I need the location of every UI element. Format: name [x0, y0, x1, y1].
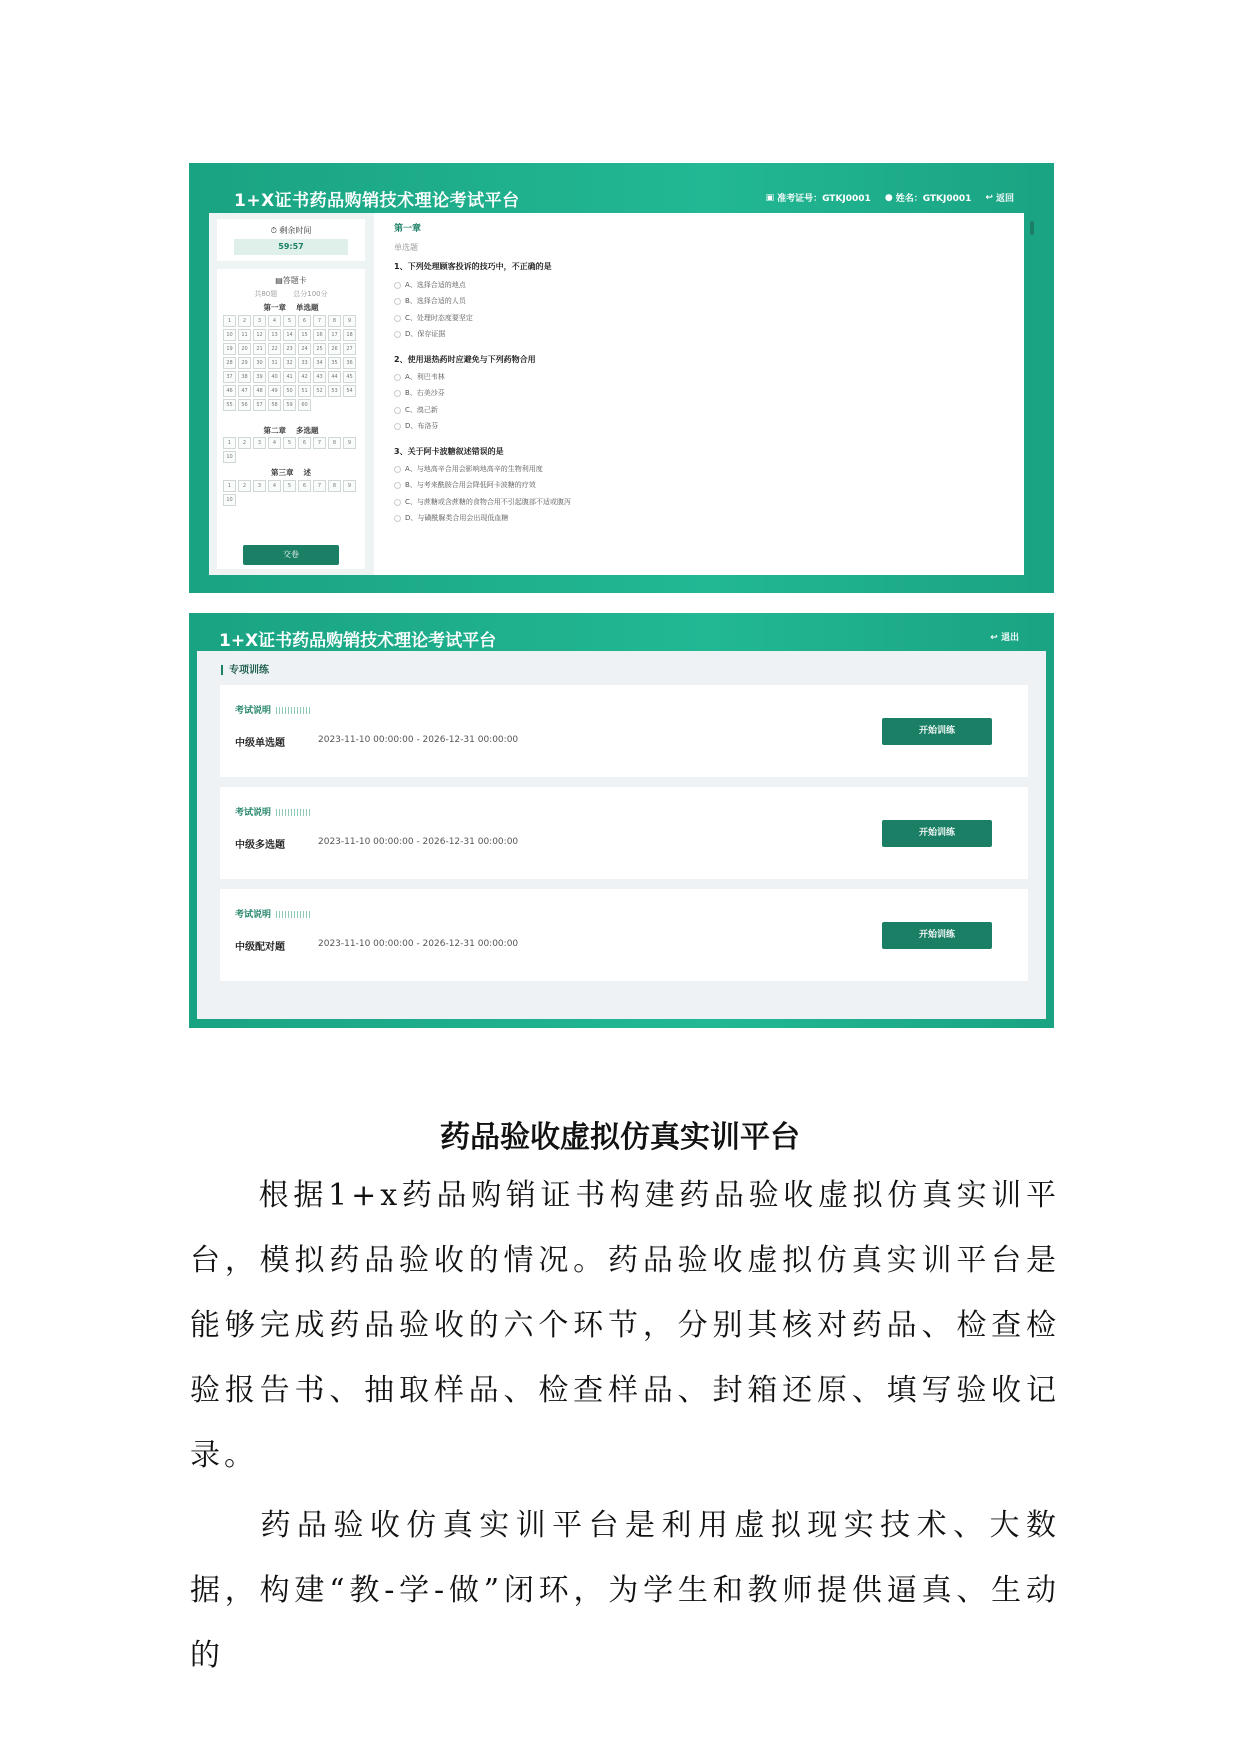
- question-number-cell[interactable]: 29: [238, 357, 251, 369]
- question-number-cell[interactable]: 7: [313, 437, 326, 449]
- section-bar-icon: [221, 665, 223, 675]
- radio-icon: [394, 423, 401, 430]
- timer-label: ⏱ 剩余时间: [270, 226, 312, 235]
- question-number-cell[interactable]: 16: [313, 329, 326, 341]
- question-number-cell[interactable]: 43: [313, 371, 326, 383]
- question-number-cell[interactable]: 8: [328, 437, 341, 449]
- exam-name: 中级单选题: [235, 738, 285, 749]
- exam-time: 2023-11-10 00:00:00 - 2026-12-31 00:00:00: [318, 939, 519, 949]
- option-1a[interactable]: A、选择合适的地点: [394, 280, 466, 290]
- question-number-cell[interactable]: 8: [328, 315, 341, 327]
- option-2c[interactable]: C、溴己新: [394, 405, 438, 415]
- question-1: 1、下列处理顾客投诉的技巧中，不正确的是: [394, 262, 552, 271]
- question-number-cell[interactable]: 25: [313, 343, 326, 355]
- question-number-cell[interactable]: 57: [253, 399, 266, 411]
- start-training-button[interactable]: 开始训练: [882, 820, 992, 847]
- question-number-cell[interactable]: 56: [238, 399, 251, 411]
- question-number-cell[interactable]: 50: [283, 385, 296, 397]
- radio-icon: [394, 407, 401, 414]
- question-number-cell[interactable]: 59: [283, 399, 296, 411]
- question-number-cell[interactable]: 11: [238, 329, 251, 341]
- question-number-cell[interactable]: 2: [238, 315, 251, 327]
- answer-card-title: ▤答题卡: [275, 276, 307, 285]
- dots-icon: [276, 707, 310, 714]
- question-number-cell[interactable]: 6: [298, 315, 311, 327]
- question-number-cell[interactable]: 42: [298, 371, 311, 383]
- question-number-cell[interactable]: 7: [313, 315, 326, 327]
- paragraph-1: [190, 1163, 1060, 1488]
- timer-box: [217, 219, 365, 261]
- question-number-cell[interactable]: 2: [238, 480, 251, 492]
- scrollbar[interactable]: [1030, 221, 1034, 235]
- total-score: 总分100分: [293, 290, 328, 298]
- name-label: 姓名：GTKJ0001: [895, 194, 972, 204]
- question-number-cell[interactable]: 22: [268, 343, 281, 355]
- section-heading: 专项训练: [221, 661, 269, 676]
- question-number-cell[interactable]: 28: [223, 357, 236, 369]
- question-number-cell[interactable]: 45: [343, 371, 356, 383]
- question-number-cell[interactable]: 9: [343, 480, 356, 492]
- question-number-cell[interactable]: 9: [343, 315, 356, 327]
- question-number-cell[interactable]: 52: [313, 385, 326, 397]
- document-title: 药品验收虚拟仿真实训平台: [440, 1120, 800, 1155]
- chapter-title: 第一章: [394, 224, 422, 234]
- question-number-cell[interactable]: 14: [283, 329, 296, 341]
- question-type: 单选题: [394, 243, 418, 252]
- question-number-cell[interactable]: 23: [283, 343, 296, 355]
- exam-card: [220, 889, 1028, 981]
- exam-panel: [209, 213, 1024, 575]
- exam-note[interactable]: 考试说明: [235, 805, 310, 818]
- exam-time: 2023-11-10 00:00:00 - 2026-12-31 00:00:00: [318, 837, 519, 847]
- id-card-icon: ▣: [765, 192, 775, 203]
- question-number-cell[interactable]: 9: [343, 437, 356, 449]
- answer-grid-3: [223, 480, 356, 506]
- exam-card: [220, 787, 1028, 879]
- question-number-cell[interactable]: 10: [223, 451, 236, 463]
- ticket-label: 准考证号：GTKJ0001: [777, 194, 871, 204]
- exam-platform-screenshot: [189, 163, 1054, 593]
- question-number-cell[interactable]: 26: [328, 343, 341, 355]
- paragraph-2: [190, 1493, 1060, 1688]
- exam-card: [220, 685, 1028, 777]
- option-3c[interactable]: C、与蔗糖或含蔗糖的食物合用不引起腹部不适或腹泻: [394, 497, 571, 507]
- question-number-cell[interactable]: 4: [268, 315, 281, 327]
- question-number-cell[interactable]: 55: [223, 399, 236, 411]
- question-number-cell[interactable]: 38: [238, 371, 251, 383]
- option-1d[interactable]: D、保存证据: [394, 329, 445, 339]
- exam-name: 中级配对题: [235, 942, 285, 953]
- option-1c[interactable]: C、处理时态度要坚定: [394, 313, 473, 323]
- question-number-cell[interactable]: 4: [268, 437, 281, 449]
- radio-icon: [394, 499, 401, 506]
- question-number-cell[interactable]: 15: [298, 329, 311, 341]
- training-platform-screenshot: [189, 613, 1054, 1028]
- question-number-cell[interactable]: 33: [298, 357, 311, 369]
- dots-icon: [276, 911, 310, 918]
- radio-icon: [394, 466, 401, 473]
- section-1-title: 第一章 单选题: [263, 303, 319, 312]
- exam-name: 中级多选题: [235, 840, 285, 851]
- question-number-cell[interactable]: 20: [238, 343, 251, 355]
- ticket-info: [766, 191, 871, 204]
- question-number-cell[interactable]: 24: [298, 343, 311, 355]
- question-number-cell[interactable]: 8: [328, 480, 341, 492]
- question-number-cell[interactable]: 60: [298, 399, 311, 411]
- exam-note[interactable]: 考试说明: [235, 907, 310, 920]
- name-info: [885, 191, 972, 204]
- radio-icon: [394, 482, 401, 489]
- question-number-cell[interactable]: 1: [223, 437, 236, 449]
- option-1b[interactable]: B、选择合适的人员: [394, 296, 466, 306]
- exam-sidebar: [209, 213, 374, 575]
- clock-icon: ⏱: [270, 226, 277, 235]
- option-2b[interactable]: B、右美沙芬: [394, 388, 445, 398]
- question-2: 2、使用退热药时应避免与下列药物合用: [394, 355, 536, 364]
- radio-icon: [394, 331, 401, 338]
- question-number-cell[interactable]: 31: [268, 357, 281, 369]
- user-icon: ●: [884, 192, 893, 203]
- question-number-cell[interactable]: 7: [313, 480, 326, 492]
- dots-icon: [276, 809, 310, 816]
- header-info: [766, 191, 1014, 204]
- back-button[interactable]: [985, 191, 1014, 204]
- question-number-cell[interactable]: 30: [253, 357, 266, 369]
- answer-card: [217, 269, 365, 569]
- question-number-cell[interactable]: 5: [283, 480, 296, 492]
- exit-button[interactable]: ↩ 退出: [990, 633, 1019, 643]
- question-area: [389, 213, 1009, 575]
- question-number-cell[interactable]: 10: [223, 329, 236, 341]
- start-training-button[interactable]: 开始训练: [882, 718, 992, 745]
- question-number-cell[interactable]: 58: [268, 399, 281, 411]
- back-arrow-icon: ↩: [985, 192, 993, 203]
- radio-icon: [394, 298, 401, 305]
- question-number-cell[interactable]: 10: [223, 494, 236, 506]
- exit-arrow-icon: ↩: [990, 633, 998, 643]
- question-number-cell[interactable]: 12: [253, 329, 266, 341]
- question-number-cell[interactable]: 34: [313, 357, 326, 369]
- exam-header: [209, 177, 1024, 213]
- paragraph-2-text: 药品验收仿真实训平台是利用虚拟现实技术、大数据，构建“教-学-做”闭环，为学生和教师提供逼真、生动的: [190, 1508, 1060, 1673]
- question-number-cell[interactable]: 49: [268, 385, 281, 397]
- question-number-cell[interactable]: 5: [283, 315, 296, 327]
- radio-icon: [394, 515, 401, 522]
- question-number-cell[interactable]: 41: [283, 371, 296, 383]
- question-number-cell[interactable]: 46: [223, 385, 236, 397]
- option-3b[interactable]: B、与考来酰胺合用会降低阿卡波糖的疗效: [394, 480, 536, 490]
- question-number-cell[interactable]: 47: [238, 385, 251, 397]
- question-number-cell[interactable]: 51: [298, 385, 311, 397]
- question-number-cell[interactable]: 1: [223, 315, 236, 327]
- back-label: 返回: [995, 194, 1014, 204]
- paragraph-1-text: 根据1+x药品购销证书构建药品验收虚拟仿真实训平台，模拟药品验收的情况。药品验收虚拟仿真实训平台是能够完成药品验收的六个环节，分别其核对药品、检查检验报告书、抽取样品、检查样品、封箱还原、填写验收记录。: [190, 1178, 1060, 1473]
- answer-card-meta: [217, 289, 365, 299]
- radio-icon: [394, 282, 401, 289]
- question-number-cell[interactable]: 44: [328, 371, 341, 383]
- question-number-cell[interactable]: 3: [253, 480, 266, 492]
- question-number-cell[interactable]: 53: [328, 385, 341, 397]
- exam-time: 2023-11-10 00:00:00 - 2026-12-31 00:00:00: [318, 735, 519, 745]
- question-3: 3、关于阿卡波糖叙述错误的是: [394, 447, 504, 456]
- question-number-cell[interactable]: 21: [253, 343, 266, 355]
- question-number-cell[interactable]: 4: [268, 480, 281, 492]
- radio-icon: [394, 374, 401, 381]
- question-number-cell[interactable]: 37: [223, 371, 236, 383]
- timer-value: 59:57: [234, 239, 348, 255]
- question-number-cell[interactable]: 2: [238, 437, 251, 449]
- option-3a[interactable]: A、与地高辛合用会影响地高辛的生物利用度: [394, 464, 543, 474]
- option-3d[interactable]: D、与磺酰脲类合用会出现低血糖: [394, 513, 508, 523]
- answer-grid-2: [223, 437, 356, 463]
- option-2a[interactable]: A、利巴韦林: [394, 372, 445, 382]
- section-3-title: 第三章 述: [271, 468, 311, 477]
- card-icon: ▤: [275, 276, 283, 285]
- question-number-cell[interactable]: 54: [343, 385, 356, 397]
- question-number-cell[interactable]: 6: [298, 480, 311, 492]
- app-title: 1+X证书药品购销技术理论考试平台: [219, 631, 497, 651]
- start-training-button[interactable]: 开始训练: [882, 922, 992, 949]
- submit-button[interactable]: 交卷: [243, 545, 339, 565]
- question-number-cell[interactable]: 35: [328, 357, 341, 369]
- section-2-title: 第二章 多选题: [263, 426, 319, 435]
- question-number-cell[interactable]: 13: [268, 329, 281, 341]
- question-number-cell[interactable]: 5: [283, 437, 296, 449]
- training-panel: [197, 651, 1046, 1019]
- total-count: 共80题: [254, 290, 278, 298]
- question-number-cell[interactable]: 40: [268, 371, 281, 383]
- question-number-cell[interactable]: 3: [253, 437, 266, 449]
- question-number-cell[interactable]: 39: [253, 371, 266, 383]
- question-number-cell[interactable]: 6: [298, 437, 311, 449]
- question-number-cell[interactable]: 36: [343, 357, 356, 369]
- question-number-cell[interactable]: 48: [253, 385, 266, 397]
- question-number-cell[interactable]: 18: [343, 329, 356, 341]
- app-title: 1+X证书药品购销技术理论考试平台: [234, 191, 520, 211]
- option-2d[interactable]: D、布洛芬: [394, 421, 438, 431]
- question-number-cell[interactable]: 19: [223, 343, 236, 355]
- question-number-cell[interactable]: 1: [223, 480, 236, 492]
- question-number-cell[interactable]: 27: [343, 343, 356, 355]
- radio-icon: [394, 315, 401, 322]
- question-number-cell[interactable]: 17: [328, 329, 341, 341]
- answer-grid-1: [223, 315, 356, 411]
- question-number-cell[interactable]: 32: [283, 357, 296, 369]
- radio-icon: [394, 390, 401, 397]
- question-number-cell[interactable]: 3: [253, 315, 266, 327]
- exam-note[interactable]: 考试说明: [235, 703, 310, 716]
